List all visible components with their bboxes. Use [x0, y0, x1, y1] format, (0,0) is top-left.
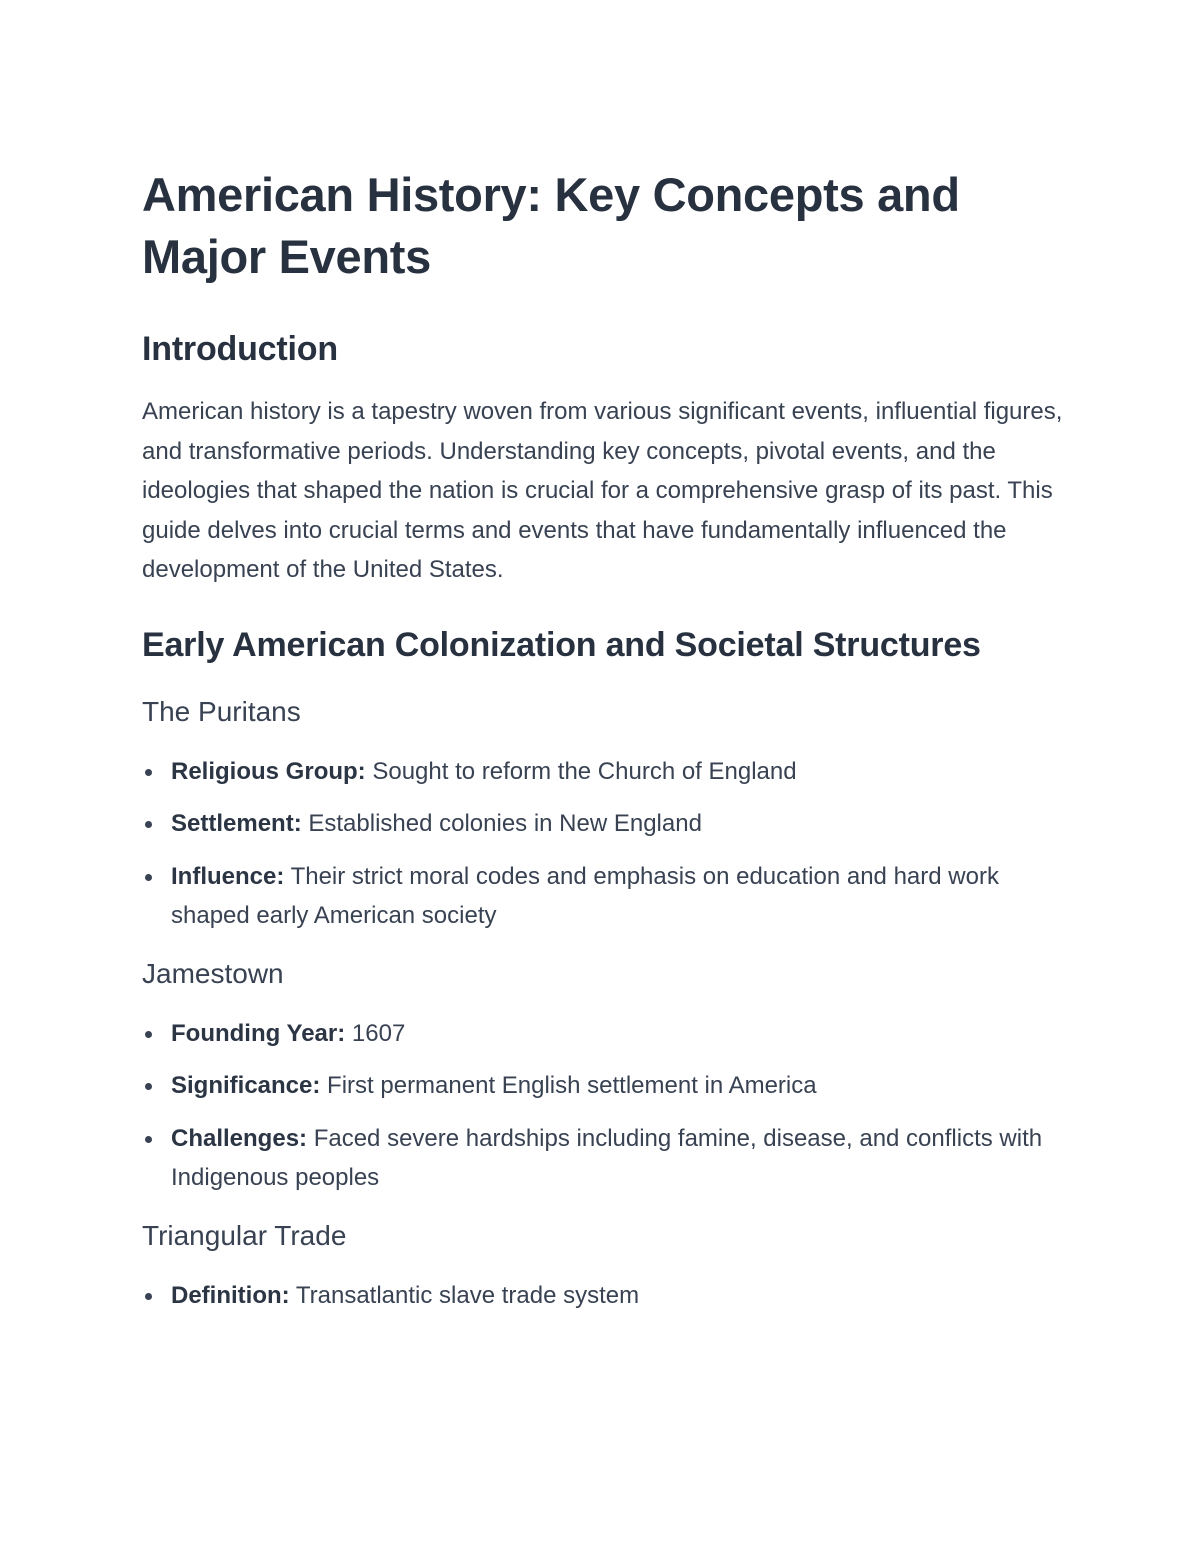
intro-heading: Introduction — [142, 330, 338, 368]
list-item — [142, 857, 1072, 936]
list-item-label: Definition: — [171, 1281, 290, 1309]
list-item-label: Influence: — [171, 862, 285, 890]
list-item-label: Religious Group: — [171, 757, 366, 785]
list-item — [142, 752, 1072, 792]
triangular-trade-list — [142, 1276, 1072, 1316]
list-item-text: First permanent English settlement in America — [327, 1072, 817, 1099]
list-item-text: 1607 — [351, 1019, 406, 1047]
jamestown-list — [142, 1014, 1072, 1198]
list-item — [142, 1119, 1072, 1198]
list-item — [142, 1276, 1072, 1316]
list-item-text: Established colonies in New England — [308, 810, 702, 837]
list-item-label: Settlement: — [171, 810, 302, 837]
subheading-jamestown: Jamestown — [142, 957, 284, 989]
list-item-text: Transatlantic slave trade system — [295, 1281, 640, 1309]
document-title: American History: Key Concepts and Major Events — [142, 168, 960, 283]
list-item-text: Faced severe hardships including famine, disease, and conflicts with Indigenous peoples — [171, 1124, 1043, 1191]
intro-paragraph: American history is a tapestry woven from various significant events, influential figures, and transformative periods. Understanding key concepts, pivotal events, and the ideologies that shaped the nation is crucial for a comprehensive grasp of its past. This guide delves into crucial terms and events that have fundamentally influenced the development of the United States. — [142, 398, 1063, 583]
list-item-text: Their strict moral codes and emphasis on education and hard work shaped early American society — [171, 862, 999, 929]
list-item — [142, 1066, 1072, 1106]
puritans-list — [142, 752, 1072, 936]
subheading-triangular-trade: Triangular Trade — [142, 1219, 347, 1251]
subheading-puritans: The Puritans — [142, 695, 301, 727]
list-item-label: Challenges: — [171, 1124, 308, 1152]
list-item-label: Significance: — [171, 1072, 321, 1099]
section-heading-colonization: Early American Colonization and Societal Structures — [142, 625, 981, 664]
document-page — [142, 164, 1072, 1328]
list-item — [142, 1014, 1072, 1054]
list-item-text: Sought to reform the Church of England — [372, 757, 797, 785]
list-item — [142, 804, 1072, 844]
list-item-label: Founding Year: — [171, 1019, 346, 1047]
